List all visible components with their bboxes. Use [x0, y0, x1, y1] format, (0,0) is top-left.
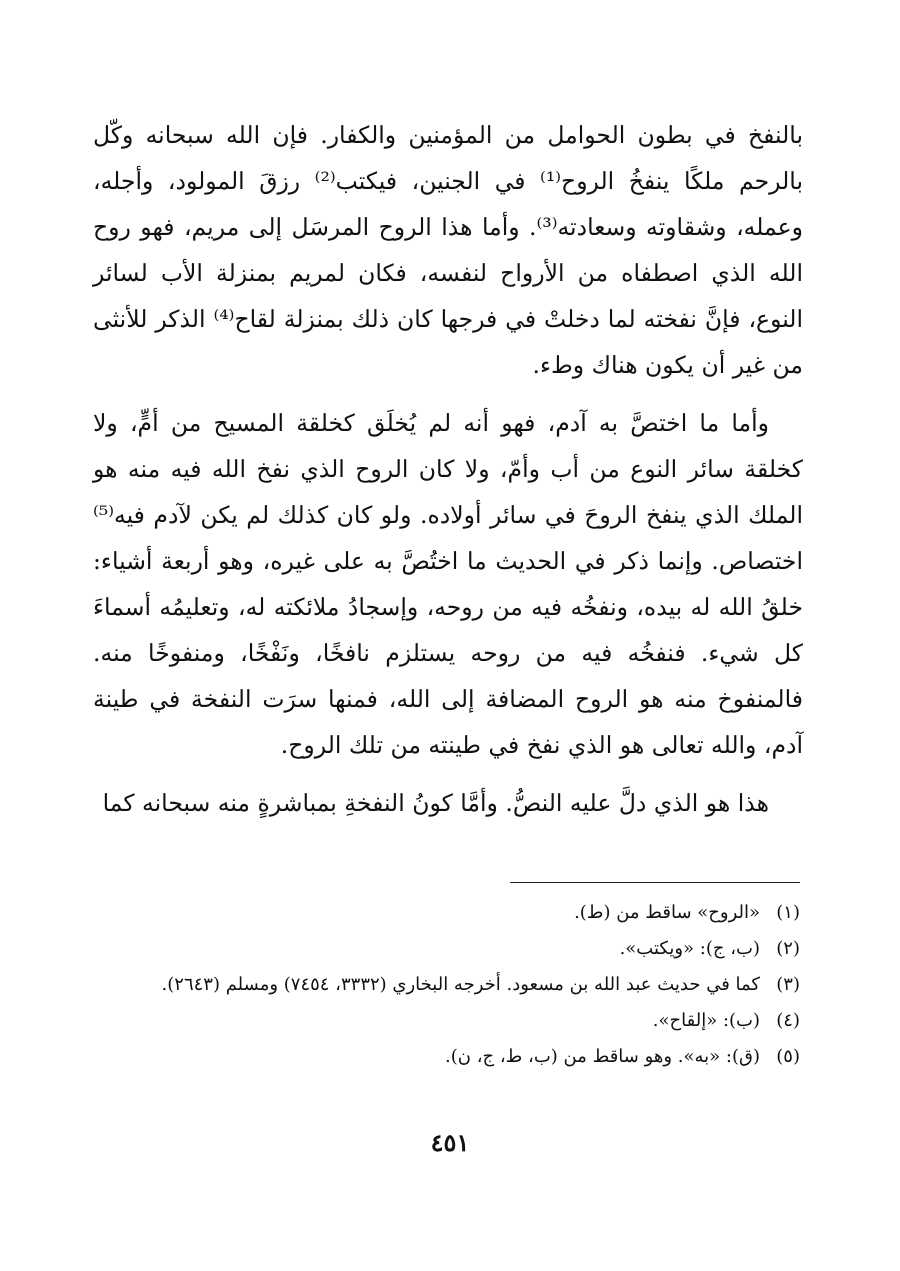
footnote-number: (٢) — [776, 938, 800, 959]
paragraph-2: وأما ما اختصَّ به آدم، فهو أنه لم يُخلَق كخلقة المسيح من أمٍّ، ولا كخلقة سائر النوع من أب وأمّ، ولا كان الروح الذي نفخ الله فيه منه هو الملك الذي ينفخ الروحَ في سائر أولاده. ولو كان كذلك لم يكن لآدم فيه⁽⁵⁾ اختصاص. وإنما ذكر في الحديث ما اختُصَّ به على غيره، وهو أربعة أشياء: خلقُ الله له بيده، ونفخُه فيه من روحه، وإسجادُ ملائكته له، وتعليمُه أسماءَ كل شيء. فنفخُه فيه من روحه يستلزم نافخًا، ونَفْخًا، ومنفوخًا منه. فالمنفوخ منه هو الروح المضافة إلى الله، فمنها سرَت النفخة في طينة آدم، والله تعالى هو الذي نفخ في طينته من تلك الروح. — [93, 409, 803, 759]
paragraph-3: هذا هو الذي دلَّ عليه النصُّ. وأمَّا كونُ النفخةِ بمباشرةٍ منه سبحانه كما — [102, 789, 769, 817]
footnote-number: (٤) — [776, 1010, 800, 1031]
footnote-number: (٣) — [776, 974, 800, 995]
footnote-separator — [510, 882, 800, 883]
footnote-text: (ب، ج): «ويكتب». — [619, 938, 760, 959]
paragraph-1: بالنفخ في بطون الحوامل من المؤمنين والكفار. فإن الله سبحانه وكّل بالرحم ملكًا ينفخُ الروح⁽¹⁾ في الجنين، فيكتب⁽²⁾ رزقَ المولود، وأجله، وعمله، وشقاوته وسعادته⁽³⁾. وأما هذا الروح المرسَل إلى مريم، فهو روح الله الذي اصطفاه من الأرواح لنفسه، فكان لمريم بمنزلة الأب لسائر النوع، فإنَّ نفخته لما دخلتْ في فرجها كان ذلك بمنزلة لقاح⁽⁴⁾ الذكر للأنثى من غير أن يكون هناك وطء. — [93, 121, 804, 379]
footnote-text: (ق): «به». وهو ساقط من (ب، ط، ج، ن). — [445, 1046, 760, 1067]
footnote-1 — [95, 895, 800, 931]
footnote-number: (١) — [776, 902, 800, 923]
footnote-text: كما في حديث عبد الله بن مسعود. أخرجه البخاري (٣٣٣٢، ٧٤٥٤) ومسلم (٢٦٤٣). — [161, 974, 760, 995]
footnote-2 — [95, 931, 800, 967]
main-text — [93, 112, 803, 826]
page-number: ٤٥١ — [430, 1128, 470, 1157]
footnote-text: «الروح» ساقط من (ط). — [574, 902, 760, 923]
footnotes — [95, 895, 800, 1075]
footnote-text: (ب): «إلقاح». — [652, 1010, 760, 1031]
footnote-4 — [95, 1003, 800, 1039]
footnote-number: (٥) — [776, 1046, 800, 1067]
footnote-3 — [95, 967, 800, 1003]
footnote-5 — [95, 1039, 800, 1075]
